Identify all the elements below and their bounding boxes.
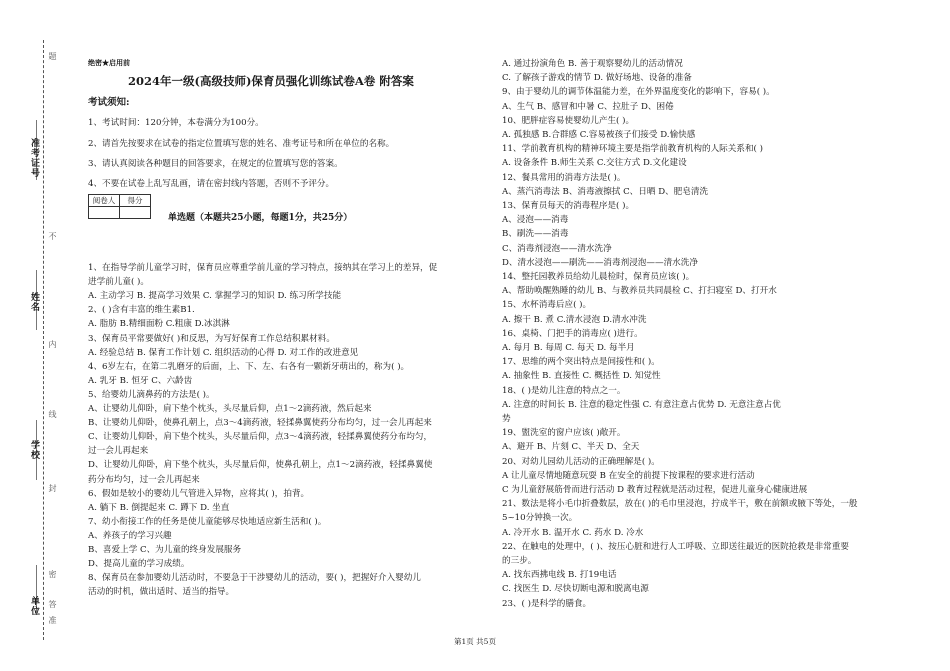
question-line: A. 经验总结 B. 保育工作计划 C. 组织活动的心得 D. 对工作的改进意见: [88, 347, 359, 358]
question-line: A、让婴幼儿仰卧，肩下垫个枕头，头尽量后仰，点1～2滴药液，然后起来: [88, 404, 372, 414]
question-line: 7、幼小衔接工作的任务是使儿童能够尽快地适应新生活和( )。: [88, 516, 327, 527]
seal-mark: 内: [48, 340, 57, 348]
question-line: 4、6岁左右，在第二乳磨牙的后面，上、下、左、右各有一颗新牙萌出的，称为( )。: [88, 361, 410, 372]
question-line: A. 脂肪 B.精细面粉 C.粗康 D.冰淇淋: [88, 319, 230, 330]
question-line: A、避开 B、片刻 C、半天 D、全天: [502, 442, 640, 453]
question-line: A. 躺下 B. 倒提起来 C. 蹲下 D. 坐直: [88, 502, 230, 513]
name-label: 姓名: [29, 292, 39, 312]
question-line: A. 擦干 B. 煮 C.清水浸泡 D.清水冲洗: [502, 314, 647, 325]
question-line: 5、给婴幼儿滴鼻药的方法是( )。: [88, 389, 215, 400]
seal-mark: 答: [48, 600, 57, 608]
score-cell: 得分: [120, 195, 151, 207]
question-line: 19、盥洗室的窗户应该( )敞开。: [502, 428, 626, 439]
question-line: A、帮助唤醒熟睡的幼儿 B、与教养员共同晨检 C、打扫寝室 D、打开水: [502, 286, 777, 297]
question-line: 活动的时机，做出适时、适当的指导。: [88, 587, 235, 598]
seal-mark: 封: [48, 484, 57, 492]
exam-title: 2024年一级(高级技师)保育员强化训练试卷A卷 附答案: [128, 74, 414, 88]
admission-number-label: 准考证号: [29, 138, 39, 178]
question-line: A、养孩子的学习兴趣: [88, 530, 172, 541]
notice-item: 2、请首先按要求在试卷的指定位置填写您的姓名、准考证号和所在单位的名称。: [88, 139, 395, 149]
question-line: 6、假如是较小的婴幼儿气管进入异物，应将其( )，拍背。: [88, 488, 310, 499]
question-line: 20、对幼儿园幼儿活动的正确理解是( )。: [502, 456, 660, 467]
question-line: 8、保育员在参加婴幼儿活动时，不要急于干涉婴幼儿的活动，要( )，把握好介入婴幼儿: [88, 573, 421, 584]
question-line: 势: [502, 414, 511, 424]
question-line: C、让婴幼儿仰卧，肩下垫个枕头，头尽量后仰，点3～4滴药液，轻揉鼻翼使药分布均匀，: [88, 432, 433, 443]
question-line: 22、在触电的处理中，( )、按压心脏和进行人工呼吸、立即送往最近的医院抢救是非常重要: [502, 541, 849, 552]
question-line: D、清水浸泡——刷洗——消毒剂浸泡——清水洗净: [502, 257, 698, 268]
seal-mark: 不: [48, 232, 57, 240]
binding-margin: [0, 0, 80, 671]
question-line: A. 注意的时间长 B. 注意的稳定性强 C. 有意注意占优势 D. 无意注意占优: [502, 399, 781, 410]
question-line: 18、( )是幼儿注意的特点之一。: [502, 385, 626, 396]
seal-mark: 题: [48, 52, 57, 60]
question-line: A、生气 B、感冒和中暑 C、拉肚子 D、困倦: [502, 101, 674, 112]
question-line: 21、数法是将小毛巾折叠数层，放在( )的毛巾里浸泡，拧成半干，敷在前额或腋下等处，一般: [502, 499, 858, 510]
question-line: A. 每月 B. 每周 C. 每天 D. 每半月: [502, 343, 635, 353]
notice-heading: 考试须知:: [88, 97, 130, 108]
question-line: B、让婴幼儿仰卧，使鼻孔朝上，点3～4滴药液，轻揉鼻翼使药分布均匀，过一会儿再起来: [88, 418, 432, 429]
seal-mark: 线: [48, 410, 57, 418]
question-line: A、浸泡——消毒: [502, 215, 569, 226]
question-line: A. 主动学习 B. 提高学习效果 C. 掌握学习的知识 D. 练习所学技能: [88, 291, 342, 302]
question-line: A. 冷开水 B. 温开水 C. 药水 D. 冷水: [502, 527, 644, 538]
question-line: 10、肥胖症容易使婴幼儿产生( )。: [502, 115, 635, 126]
question-line: 15、水杯消毒后应( )。: [502, 300, 592, 311]
seal-dashed-line: [43, 40, 44, 640]
page-footer: 第1页 共5页: [454, 637, 496, 646]
question-line: 过一会儿再起来: [88, 446, 149, 457]
question-line: 23、( )是科学的膳食。: [502, 598, 592, 609]
unit-label: 单位: [29, 596, 39, 616]
question-line: A. 通过扮演角色 B. 善于观察婴幼儿的活动情况: [502, 59, 683, 69]
question-line: 5~10分钟换一次。: [502, 513, 578, 524]
secret-label: 绝密★启用前: [88, 58, 130, 67]
question-line: C、消毒剂浸泡——清水洗净: [502, 243, 612, 254]
question-line: 药分布均匀，过一会儿再起来: [88, 474, 200, 485]
notice-item: 3、请认真阅读各种题目的回答要求，在规定的位置填写您的答案。: [88, 159, 343, 169]
question-line: 12、餐具常用的消毒方法是( )。: [502, 172, 626, 183]
question-line: A. 孤独感 B.合群感 C.容易被孩子们接受 D.愉快感: [502, 130, 696, 140]
question-line: 17、思维的两个突出特点是间接性和( )。: [502, 357, 660, 368]
question-line: A. 找东西拂电线 B. 打19电话: [502, 570, 617, 581]
seal-mark: 密: [48, 570, 57, 578]
reviewer-input-cell[interactable]: [89, 207, 120, 219]
question-line: A、蒸汽消毒法 B、消毒液擦拭 C、日晒 D、肥皂清洗: [502, 186, 709, 197]
question-line: C. 找医生 D. 尽快切断电源和脱离电源: [502, 584, 649, 595]
notice-item: 1、考试时间：120分钟，本卷满分为100分。: [88, 118, 264, 128]
question-line: 16、桌椅、门把手的消毒应( )进行。: [502, 328, 643, 339]
reviewer-cell: 阅卷人: [89, 195, 120, 207]
question-line: 2、( )含有丰富的维生素B1.: [88, 305, 195, 316]
question-line: 进学前儿童( )。: [88, 277, 149, 288]
question-line: 11、学前教育机构的精神环境主要是指学前教育机构的人际关系和( ): [502, 144, 763, 155]
question-line: C. 了解孩子游戏的情节 D. 做好场地、设备的准备: [502, 73, 692, 84]
question-line: B、刷洗——消毒: [502, 229, 569, 240]
question-line: D、提高儿童的学习成绩。: [88, 559, 190, 570]
question-line: B、喜爱上学 C、为儿童的终身发展服务: [88, 545, 242, 555]
question-line: 9、由于婴幼儿的调节体温能力差，在外界温度变化的影响下，容易( )。: [502, 87, 775, 98]
question-line: 14、整托园教养员给幼儿晨检时，保育员应该( )。: [502, 272, 695, 282]
score-table: [88, 194, 151, 219]
question-line: D、让婴幼儿仰卧，肩下垫个枕头，头尽量后仰，使鼻孔朝上，点1～2滴药液，轻揉鼻翼使: [88, 460, 433, 471]
question-line: 13、保育员每天的消毒程序是( )。: [502, 201, 635, 211]
question-line: A. 抽象性 B. 直接性 C. 概括性 D. 知觉性: [502, 371, 661, 382]
question-line: A. 设备条件 B.师生关系 C.交往方式 D.文化建设: [502, 158, 687, 169]
question-line: 1、在指导学前儿童学习时，保育员应尊重学前儿童的学习特点，接纳其在学习上的差异，促: [88, 263, 438, 273]
question-line: A. 乳牙 B. 恒牙 C、六龄齿: [88, 375, 193, 386]
question-line: A 让儿童尽情地随意玩耍 B 在安全的前提下按课程的要求进行活动: [502, 470, 755, 481]
seal-mark: 准: [48, 616, 57, 624]
question-line: 3、保育员平常要做好( )和反思，为写好保育工作总结积累材料。: [88, 333, 335, 344]
section-heading: 单选题（本题共25小题，每题1分，共25分）: [168, 213, 353, 223]
question-line: C 为儿童舒展筋骨而进行活动 D 教育过程就是活动过程，促进儿童身心健康进展: [502, 485, 808, 495]
school-label: 学校: [29, 440, 39, 460]
score-input-cell[interactable]: [120, 207, 151, 219]
notice-item: 4、不要在试卷上乱写乱画，请在密封线内答题，否则不予评分。: [88, 179, 335, 189]
question-line: 的三步。: [502, 556, 537, 566]
